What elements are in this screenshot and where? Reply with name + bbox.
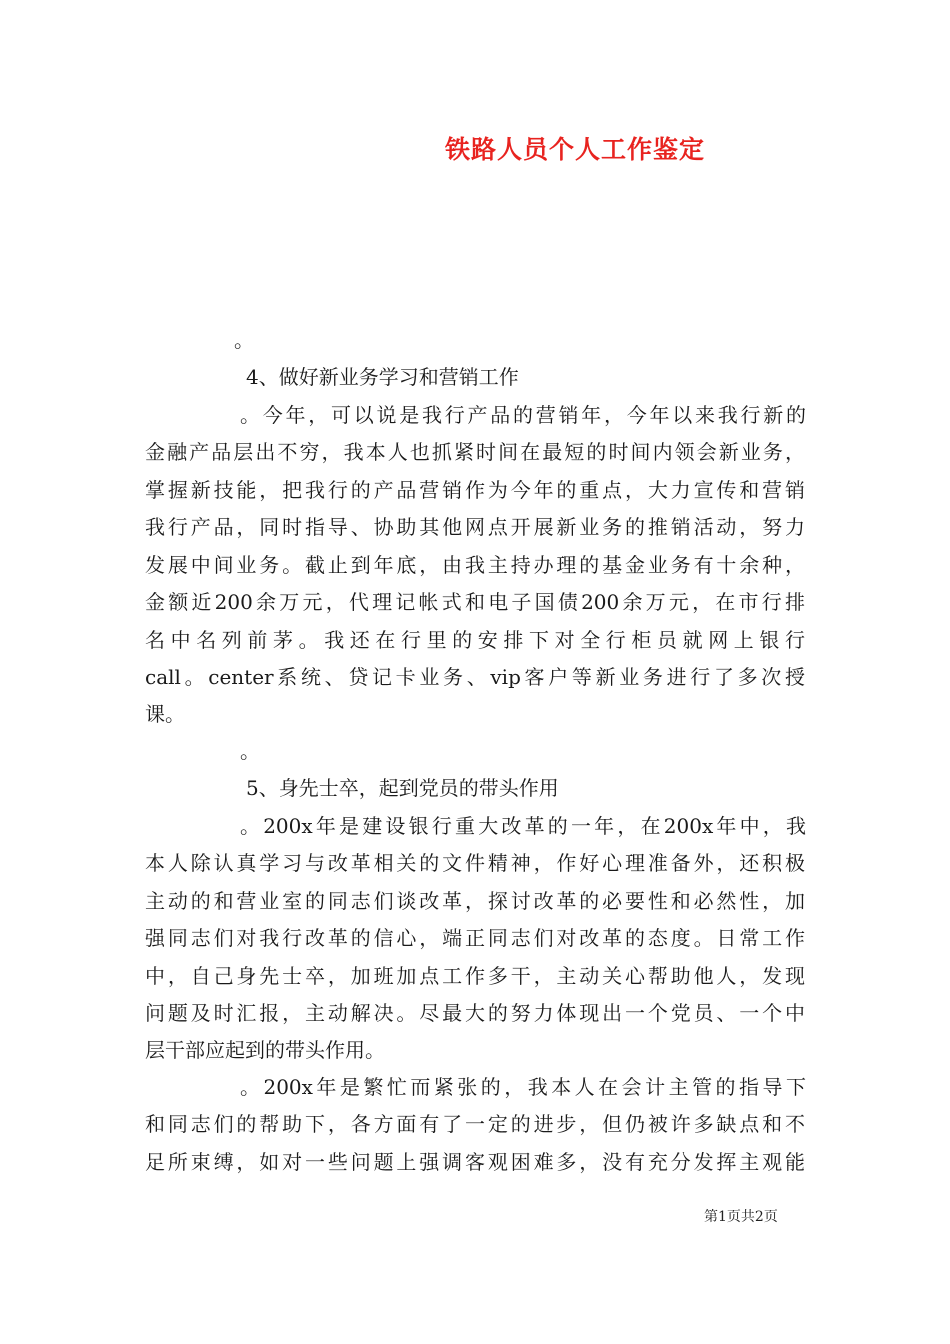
text-line: call。center系统、贷记卡业务、vip客户等新业务进行了多次授 — [145, 665, 805, 689]
text-line: 金额近200余万元，代理记帐式和电子国债200余万元，在市行排 — [145, 590, 805, 614]
text-line: 名中名列前茅。我还在行里的安排下对全行柜员就网上银行 — [145, 628, 805, 652]
section-heading-5: 5、身先士卒，起到党员的带头作用 — [246, 776, 559, 800]
document-title: 铁路人员个人工作鉴定 — [444, 135, 705, 164]
text-line: 和同志们的帮助下，各方面有了一定的进步，但仍被许多缺点和不 — [145, 1112, 805, 1136]
text-line: 发展中间业务。截止到年底，由我主持办理的基金业务有十余种， — [145, 553, 805, 577]
text-line: 。200x年是繁忙而紧张的，我本人在会计主管的指导下 — [240, 1075, 806, 1099]
text-line: 。 — [234, 328, 254, 352]
section-heading-4: 4、做好新业务学习和营销工作 — [246, 365, 519, 389]
text-line: 本人除认真学习与改革相关的文件精神，作好心理准备外，还积极 — [145, 851, 805, 875]
text-line: 金融产品层出不穷，我本人也抓紧时间在最短的时间内领会新业务， — [145, 440, 805, 464]
text-line: 掌握新技能，把我行的产品营销作为今年的重点，大力宣传和营销 — [145, 478, 805, 502]
text-line: 足所束缚，如对一些问题上强调客观困难多，没有充分发挥主观能 — [145, 1150, 805, 1174]
text-line: 强同志们对我行改革的信心，端正同志们对改革的态度。日常工作 — [145, 926, 805, 950]
text-line: 课。 — [145, 702, 185, 726]
text-line: 中，自己身先士卒，加班加点工作多干，主动关心帮助他人，发现 — [145, 964, 805, 988]
text-line: 问题及时汇报，主动解决。尽最大的努力体现出一个党员、一个中 — [145, 1001, 805, 1025]
text-line: 。今年，可以说是我行产品的营销年，今年以来我行新的 — [240, 403, 806, 427]
text-line: 。 — [240, 739, 260, 763]
text-line: 主动的和营业室的同志们谈改革，探讨改革的必要性和必然性，加 — [145, 889, 805, 913]
text-line: 我行产品，同时指导、协助其他网点开展新业务的推销活动，努力 — [145, 515, 805, 539]
text-line: 层干部应起到的带头作用。 — [145, 1038, 385, 1062]
page-number: 第1页共2页 — [704, 1209, 778, 1225]
text-line: 。200x年是建设银行重大改革的一年，在200x年中，我 — [240, 814, 806, 838]
